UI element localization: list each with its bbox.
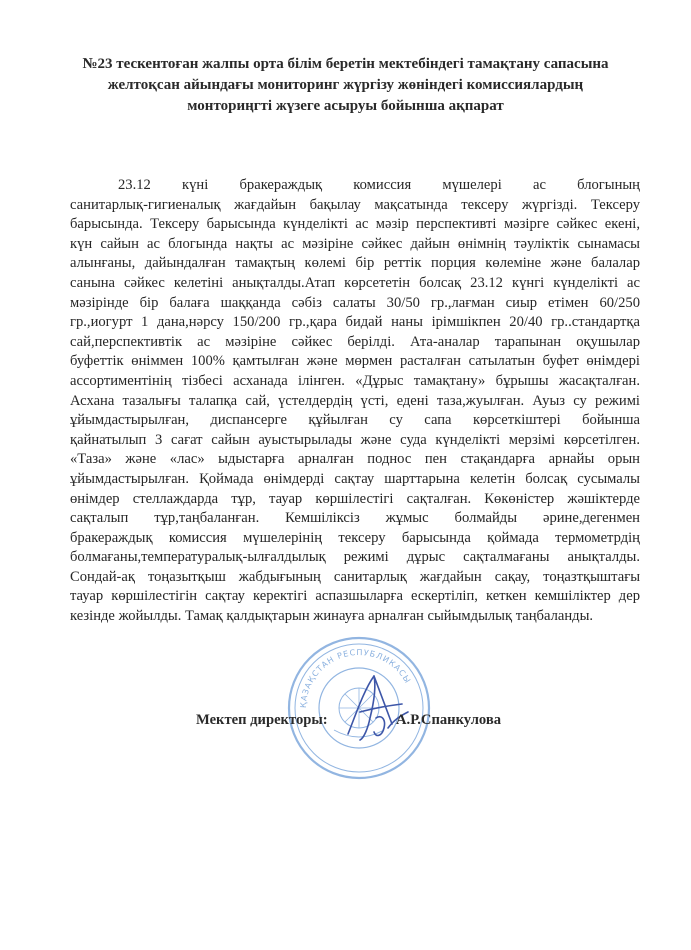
document-title <box>60 54 631 117</box>
body-line: 23.12 күні бракераждық комиссия мүшелері ас блогының <box>118 177 640 193</box>
body-line: күн сайын ас блогында нақты ас мәзіріне сәйкес дайын өнімнің тәуліктік сынамасы <box>70 235 640 252</box>
body-line: гр.,иогурт 1 дана,нәрсу 150/200 гр.,қара бидай наны ірімшікпен 20/40 гр..стандартқа <box>70 314 640 331</box>
body-line: ұйымдастырылған. Қоймада өнімдерді сақтау шарттарына келетін болсақ сусымалы <box>70 470 640 487</box>
body-line: болмағаны,температуралық-ылғалдылық режимі дұрыс сақталмағаны анықталды. <box>70 549 640 566</box>
body-line: бракераждық комиссия мүшелерінің тексеру барысында қоймада термометрдің <box>70 529 640 546</box>
signature-name: А.Р.Спанкулова <box>396 712 502 728</box>
body-line: Сондай-ақ тоңазытқыш жабдығының санитарлық жағдайын сақау, тоңазтқыштағы <box>70 568 640 585</box>
title-line: монториңгті жүзеге асыруы бойынша ақпарат <box>187 98 504 114</box>
body-line: қайнатылып 3 сағат сайын ауыстырылады және суда күнделікті мерзімі көрсетілген. <box>70 431 640 448</box>
report-body <box>70 176 640 627</box>
title-line: желтоқсан айындағы мониторинг жүргізу жөніндегі комиссиялардың <box>107 77 584 93</box>
signature-block <box>196 708 576 738</box>
body-line: алынғаны, дайындалған тамақтың көлемі бір реттік порция көлеміне және балалар <box>70 255 640 272</box>
body-line: санына сәйкес келетіні анықталды.Атап көрсететін болсақ 23.12 күнгі күнделікті ас <box>70 274 640 291</box>
signature-label: Мектеп директоры: <box>196 712 328 728</box>
body-line: «Таза» және «лас» ыдыстарға арналған поднос пен стақандарға арнайы орын <box>70 451 640 468</box>
body-line: санитарлық-гигиеналық жағдайын бақылау мақсатында тексеру жүргізді. Тексеру <box>70 196 640 213</box>
body-line: буфеттік өніммен 100% қамтылған және мөрмен расталған сатылатын буфет өнімдері <box>70 353 640 370</box>
stamp-text: ҚАЗАҚСТАН РЕСПУБЛИКАСЫ <box>298 647 413 709</box>
body-line: барысында. Тексеру барысында күнделікті ас мәзір перспективті мәзірге сәйкес екені, <box>70 216 640 233</box>
body-line: мәзірінде бір балаға шаққанда сәбіз салаты 30/50 гр.,лағман сиыр етімен 60/250 <box>70 294 640 311</box>
body-line: кезінде жойылды. Тамақ қалдықтарын жинауға арналған сыйымдылық таңбаланды. <box>70 608 594 625</box>
body-line: тауар көршілестігін сақтау керектігі аспазшыларға ескертіліп, кеткен кемшіліктер дер <box>70 588 640 605</box>
body-line: өнімдер стеллаждарда тұр, тауар көршілестігі сақталған. Көкөністер жәшіктерде <box>70 490 640 507</box>
title-line: №23 тескентоған жалпы орта білім беретін мектебіндегі тамақтану сапасына <box>82 56 609 72</box>
body-line: ұйымдастырылған, диспансерге құйылған су сапа көрсеткіштері бойынша <box>70 412 640 429</box>
body-line: сақталып тұр,таңбаланған. Кемшіліксіз жұмыс болмайды әрине,дегенмен <box>70 510 640 527</box>
body-line: сай,перспективтік ас мәзіріне сәйкес берілді. Ата-аналар тарапынан оқушылар <box>70 333 640 350</box>
body-line: Асхана тазалығы талапқа сай, үстелдердің үсті, едені таза,жуылған. Ауыз су режимі <box>70 392 640 409</box>
body-line: ассортиментінің тізбесі асханада ілінген. «Дұрыс тамақтану» бұрышы жасақталған. <box>70 372 640 389</box>
